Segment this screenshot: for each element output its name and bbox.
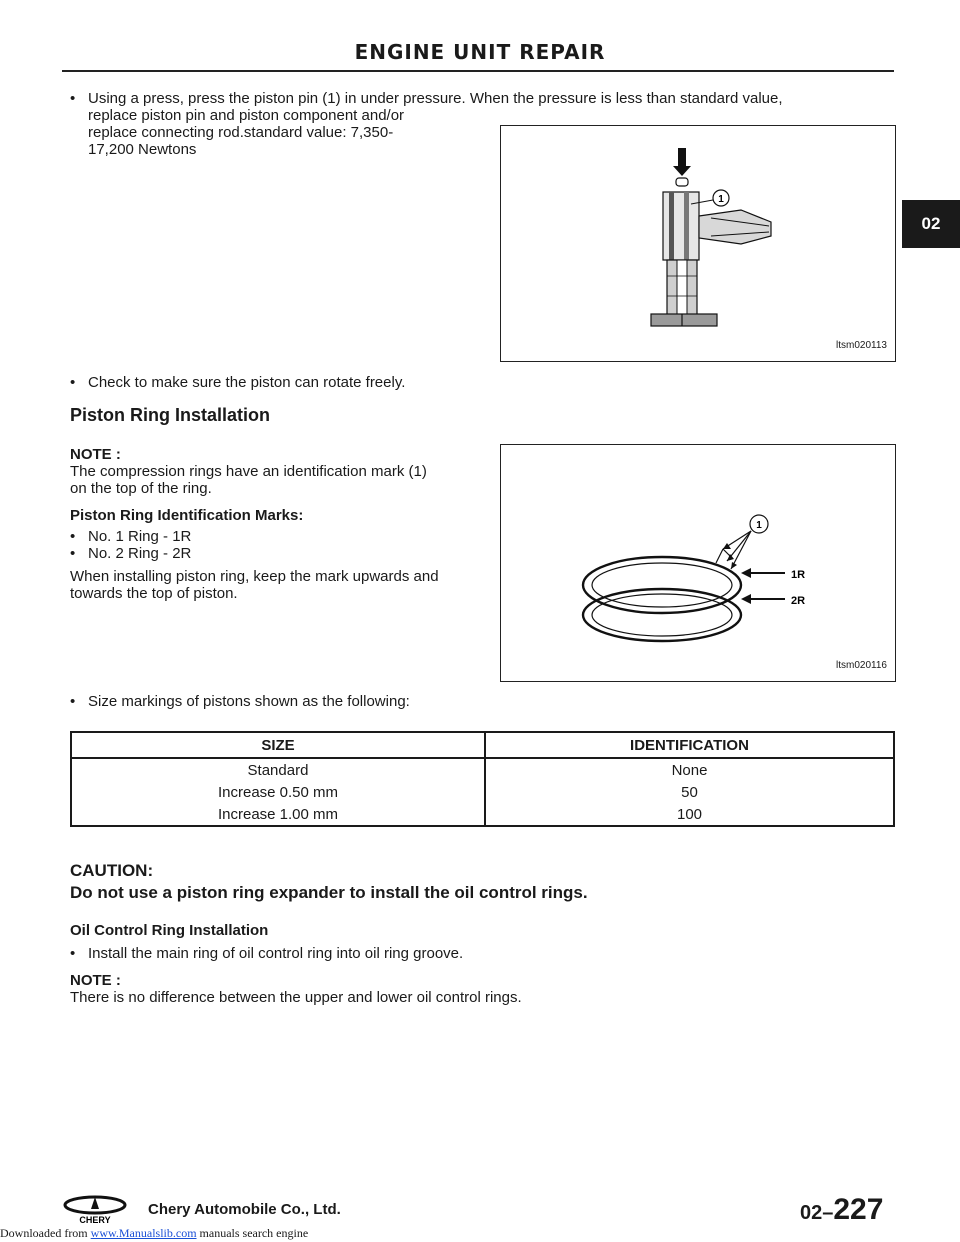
figure1-code: ltsm020113 bbox=[836, 340, 887, 351]
column-header-identification: IDENTIFICATION bbox=[485, 732, 894, 758]
check-step bbox=[70, 374, 405, 391]
bullet: • bbox=[70, 90, 76, 107]
download-prefix: Downloaded from bbox=[0, 1226, 88, 1240]
header-rule bbox=[62, 70, 894, 72]
section-tab: 02 bbox=[902, 200, 960, 248]
table-cell: 100 bbox=[485, 803, 894, 826]
bullet: • bbox=[70, 374, 76, 391]
caution-block bbox=[70, 860, 588, 904]
chery-logo-icon bbox=[60, 1195, 130, 1225]
bullet: • bbox=[70, 693, 76, 710]
size-table bbox=[70, 731, 895, 827]
size-step bbox=[70, 693, 410, 710]
press-step-line1: Using a press, press the piston pin (1) in under pressure. When the pressure is less than standard value, bbox=[88, 90, 783, 107]
page-header-title: ENGINE UNIT REPAIR bbox=[354, 40, 606, 64]
piston-ring-heading: Piston Ring Installation bbox=[70, 405, 271, 425]
label-2r: 2R bbox=[791, 595, 806, 607]
manualslib-link[interactable]: www.Manualslib.com bbox=[90, 1226, 197, 1240]
figure2-code: ltsm020116 bbox=[836, 660, 887, 671]
press-step-line3: replace connecting rod.standard value: 7,350- bbox=[88, 124, 394, 141]
piston-ring-text bbox=[70, 446, 470, 602]
table-row bbox=[71, 803, 894, 826]
table-cell: Increase 0.50 mm bbox=[71, 781, 485, 803]
download-suffix: manuals search engine bbox=[199, 1226, 309, 1240]
oil-ring-step bbox=[70, 945, 900, 962]
table-cell: Standard bbox=[71, 758, 485, 781]
oil-ring-note: There is no difference between the upper and lower oil control rings. bbox=[70, 989, 522, 1006]
oil-ring-heading: Oil Control Ring Installation bbox=[70, 922, 269, 939]
size-step-text: Size markings of pistons shown as the following: bbox=[88, 693, 410, 710]
press-step-line4: 17,200 Newtons bbox=[88, 141, 197, 158]
check-step-text: Check to make sure the piston can rotate freely. bbox=[88, 374, 406, 391]
figure2-callout: 1 bbox=[756, 520, 762, 531]
page-number bbox=[800, 1193, 883, 1227]
page-prefix: 02– bbox=[800, 1202, 834, 1224]
table-header-row bbox=[71, 732, 894, 758]
install-line2: towards the top of piston. bbox=[70, 585, 238, 602]
note-line1: The compression rings have an identification mark (1) bbox=[70, 463, 427, 480]
mark-text: No. 1 Ring - 1R bbox=[88, 528, 192, 545]
note-label: NOTE : bbox=[70, 446, 121, 463]
bullet: • bbox=[70, 528, 76, 545]
marks-label: Piston Ring Identification Marks: bbox=[70, 507, 304, 524]
table-row bbox=[71, 758, 894, 781]
piston-press-illustration bbox=[501, 126, 895, 361]
figure1-callout: 1 bbox=[718, 194, 724, 205]
table-cell: 50 bbox=[485, 781, 894, 803]
table-cell: Increase 1.00 mm bbox=[71, 803, 485, 826]
mark-item-2 bbox=[70, 545, 470, 562]
oil-ring-section bbox=[70, 922, 900, 1006]
oil-ring-step-text: Install the main ring of oil control ring into oil ring groove. bbox=[88, 945, 464, 962]
mark-item-1 bbox=[70, 528, 470, 545]
note-line2: on the top of the ring. bbox=[70, 480, 212, 497]
caution-label: CAUTION: bbox=[70, 861, 154, 880]
figure-piston-rings bbox=[500, 444, 896, 682]
bullet: • bbox=[70, 545, 76, 562]
oil-ring-note-label: NOTE : bbox=[70, 972, 121, 989]
download-notice bbox=[0, 1226, 308, 1241]
caution-text: Do not use a piston ring expander to install the oil control rings. bbox=[70, 883, 588, 902]
install-line1: When installing piston ring, keep the mark upwards and bbox=[70, 568, 439, 585]
chery-logo bbox=[60, 1195, 130, 1225]
page-number-value: 227 bbox=[833, 1193, 884, 1226]
mark-text: No. 2 Ring - 2R bbox=[88, 545, 192, 562]
column-header-size: SIZE bbox=[71, 732, 485, 758]
footer-company: Chery Automobile Co., Ltd. bbox=[148, 1201, 341, 1218]
press-step-line2: replace piston pin and piston component and/or bbox=[88, 107, 405, 124]
chery-logo-text: CHERY bbox=[79, 1215, 111, 1225]
label-1r: 1R bbox=[791, 569, 806, 581]
table-row bbox=[71, 781, 894, 803]
piston-rings-illustration bbox=[501, 445, 895, 681]
table-cell: None bbox=[485, 758, 894, 781]
figure-piston-pin-press bbox=[500, 125, 896, 362]
bullet: • bbox=[70, 945, 76, 962]
